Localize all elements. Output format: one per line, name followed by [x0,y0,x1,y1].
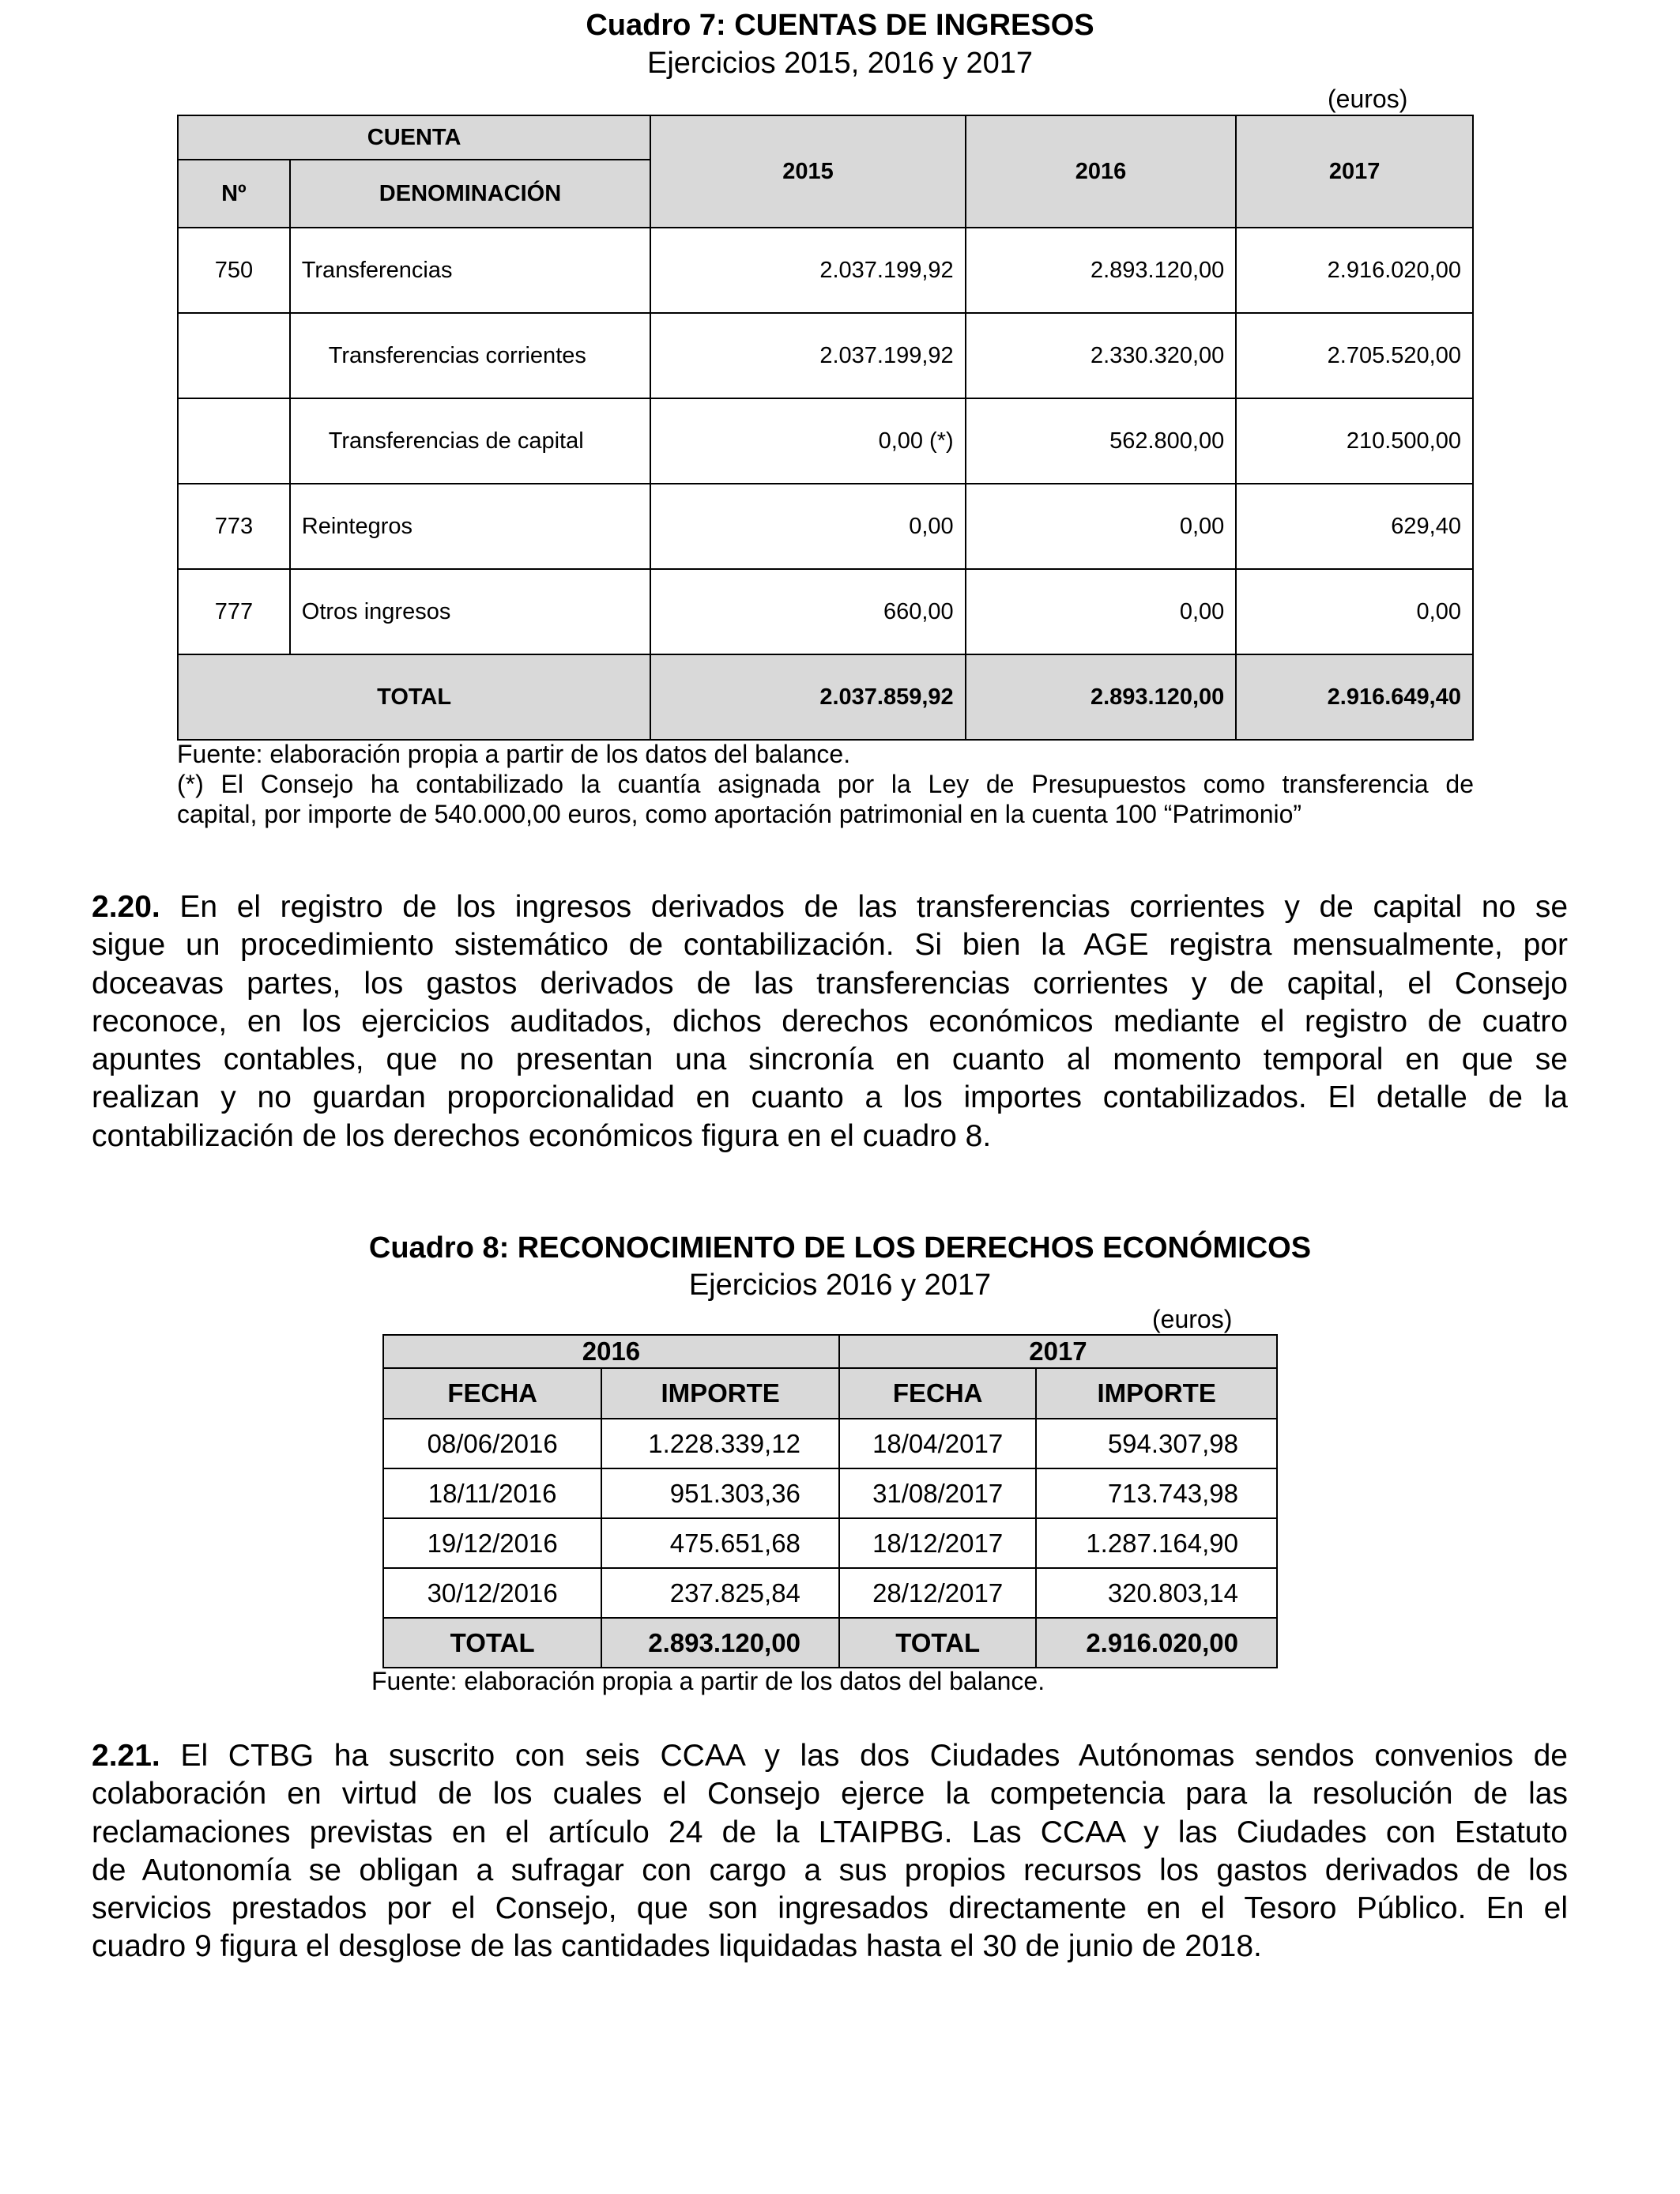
header-year-2016: 2016 [966,115,1237,228]
paragraph-line: El CTBG ha suscrito con seis CCAA y las dos Ciudades Autónomas sendos convenios de [180,1739,1568,1773]
header-fecha: FECHA [383,1368,601,1419]
row-value: 0,00 (*) [650,398,965,484]
paragraph-2-21 [92,1737,1568,1966]
cell-importe: 713.743,98 [1036,1468,1277,1518]
paragraph-line: de Autonomía se obligan a sufragar con cargo a sus propios recursos los gastos derivados de los [92,1853,1568,1887]
cell-fecha: 18/12/2017 [839,1518,1036,1568]
paragraph-line: realizan y no guardan proporcionalidad en cuanto a los importes contabilizados. El detalle de la [92,1080,1568,1115]
total-label: TOTAL [839,1618,1036,1668]
paragraph-line: colaboración en virtud de los cuales el Consejo ejerce la competencia para la resolución de las [92,1777,1568,1811]
cuadro8-unit: (euros) [1152,1305,1233,1333]
paragraph-line: cuadro 9 figura el desglose de las cantidades liquidadas hasta el 30 de junio de 2018. [92,1929,1262,1964]
paragraph-line: En el registro de los ingresos derivados de las transferencias corrientes y de capital no se [179,890,1569,924]
row-value: 2.037.199,92 [650,228,965,313]
cell-importe: 237.825,84 [601,1568,839,1618]
cuadro7-subtitle: Ejercicios 2015, 2016 y 2017 [647,47,1033,80]
cell-importe: 1.228.339,12 [601,1419,839,1468]
cell-fecha: 19/12/2016 [383,1518,601,1568]
cell-fecha: 28/12/2017 [839,1568,1036,1618]
row-label: Reintegros [290,484,650,569]
row-value: 660,00 [650,569,965,654]
row-label: Transferencias corrientes [290,313,650,398]
cuadro7-table [177,115,1474,741]
table-row [178,313,1473,398]
cell-importe: 594.307,98 [1036,1419,1277,1468]
paragraph-2-20 [92,888,1568,1155]
header-denominacion: DENOMINACIÓN [290,160,650,228]
paragraph-line: apuntes contables, que no presentan una sincronía en cuanto al momento temporal en que se [92,1042,1568,1077]
paragraph-line: reconoce, en los ejercicios auditados, dichos derechos económicos mediante el registro de cuatro [92,1004,1568,1039]
paragraph-line: servicios prestados por el Consejo, que son ingresados directamente en el Tesoro Público. En el [92,1891,1568,1926]
cell-fecha: 30/12/2016 [383,1568,601,1618]
table-row [383,1568,1277,1618]
row-num: 777 [178,569,290,654]
paragraph-line: contabilización de los derechos económicos figura en el cuadro 8. [92,1118,992,1153]
total-row [383,1618,1277,1668]
cell-importe: 1.287.164,90 [1036,1518,1277,1568]
header-importe: IMPORTE [601,1368,839,1419]
paragraph-number: 2.20. [92,890,160,924]
cuadro7-unit: (euros) [1328,85,1408,113]
row-value: 0,00 [650,484,965,569]
row-num: 750 [178,228,290,313]
cuadro8-title: Cuadro 8: RECONOCIMIENTO DE LOS DERECHOS ECONÓMICOS [368,1231,1312,1265]
row-value: 629,40 [1236,484,1473,569]
cuadro7-footnote-line2: capital, por importe de 540.000,00 euros, como aportación patrimonial en la cuenta 100 “Patrimonio” [177,800,1302,828]
table-row [383,1468,1277,1518]
cuadro7-source: Fuente: elaboración propia a partir de los datos del balance. [177,740,851,768]
total-value: 2.893.120,00 [601,1618,839,1668]
row-value: 2.916.020,00 [1236,228,1473,313]
cell-importe: 320.803,14 [1036,1568,1277,1618]
row-value: 2.893.120,00 [966,228,1237,313]
cell-importe: 475.651,68 [601,1518,839,1568]
cell-fecha: 08/06/2016 [383,1419,601,1468]
row-value: 2.705.520,00 [1236,313,1473,398]
row-num: 773 [178,484,290,569]
total-value: 2.893.120,00 [966,654,1237,740]
row-value: 210.500,00 [1236,398,1473,484]
row-value: 2.330.320,00 [966,313,1237,398]
header-fecha: FECHA [839,1368,1036,1419]
table-row [178,484,1473,569]
row-num [178,313,290,398]
total-value: 2.037.859,92 [650,654,965,740]
cell-fecha: 18/04/2017 [839,1419,1036,1468]
cuadro8-source: Fuente: elaboración propia a partir de los datos del balance. [371,1667,1045,1695]
paragraph-line: reclamaciones previstas en el artículo 24 de la LTAIPBG. Las CCAA y las Ciudades con Estatuto [92,1815,1568,1849]
table-row [178,569,1473,654]
header-importe: IMPORTE [1036,1368,1277,1419]
cuadro7-footnote-line1: (*) El Consejo ha contabilizado la cuantía asignada por la Ley de Presupuestos como transferencia de [177,770,1474,798]
row-value: 0,00 [1236,569,1473,654]
header-year-2015: 2015 [650,115,965,228]
row-value: 2.037.199,92 [650,313,965,398]
cuadro8-table [382,1334,1278,1668]
total-label: TOTAL [178,654,650,740]
paragraph-line: sigue un procedimiento sistemático de contabilización. Si bien la AGE registra mensualmente, por [92,928,1568,963]
cuadro7-title: Cuadro 7: CUENTAS DE INGRESOS [586,9,1094,42]
row-num [178,398,290,484]
header-year-2016: 2016 [383,1335,839,1368]
table-row [383,1518,1277,1568]
header-year-2017: 2017 [1236,115,1473,228]
cell-importe: 951.303,36 [601,1468,839,1518]
row-value: 0,00 [966,569,1237,654]
total-value: 2.916.020,00 [1036,1618,1277,1668]
total-value: 2.916.649,40 [1236,654,1473,740]
total-label: TOTAL [383,1618,601,1668]
row-label: Transferencias [290,228,650,313]
row-label: Otros ingresos [290,569,650,654]
row-label: Transferencias de capital [290,398,650,484]
total-row [178,654,1473,740]
cuadro8-subtitle: Ejercicios 2016 y 2017 [688,1269,992,1302]
header-year-2017: 2017 [839,1335,1277,1368]
row-value: 562.800,00 [966,398,1237,484]
table-row [383,1419,1277,1468]
paragraph-number: 2.21. [92,1739,160,1773]
cell-fecha: 31/08/2017 [839,1468,1036,1518]
cell-fecha: 18/11/2016 [383,1468,601,1518]
paragraph-line: doceavas partes, los gastos derivados de las transferencias corrientes y de capital, el Consejo [92,966,1568,1001]
row-value: 0,00 [966,484,1237,569]
header-numero: Nº [178,160,290,228]
table-row [178,228,1473,313]
table-row [178,398,1473,484]
header-cuenta: CUENTA [178,115,650,160]
